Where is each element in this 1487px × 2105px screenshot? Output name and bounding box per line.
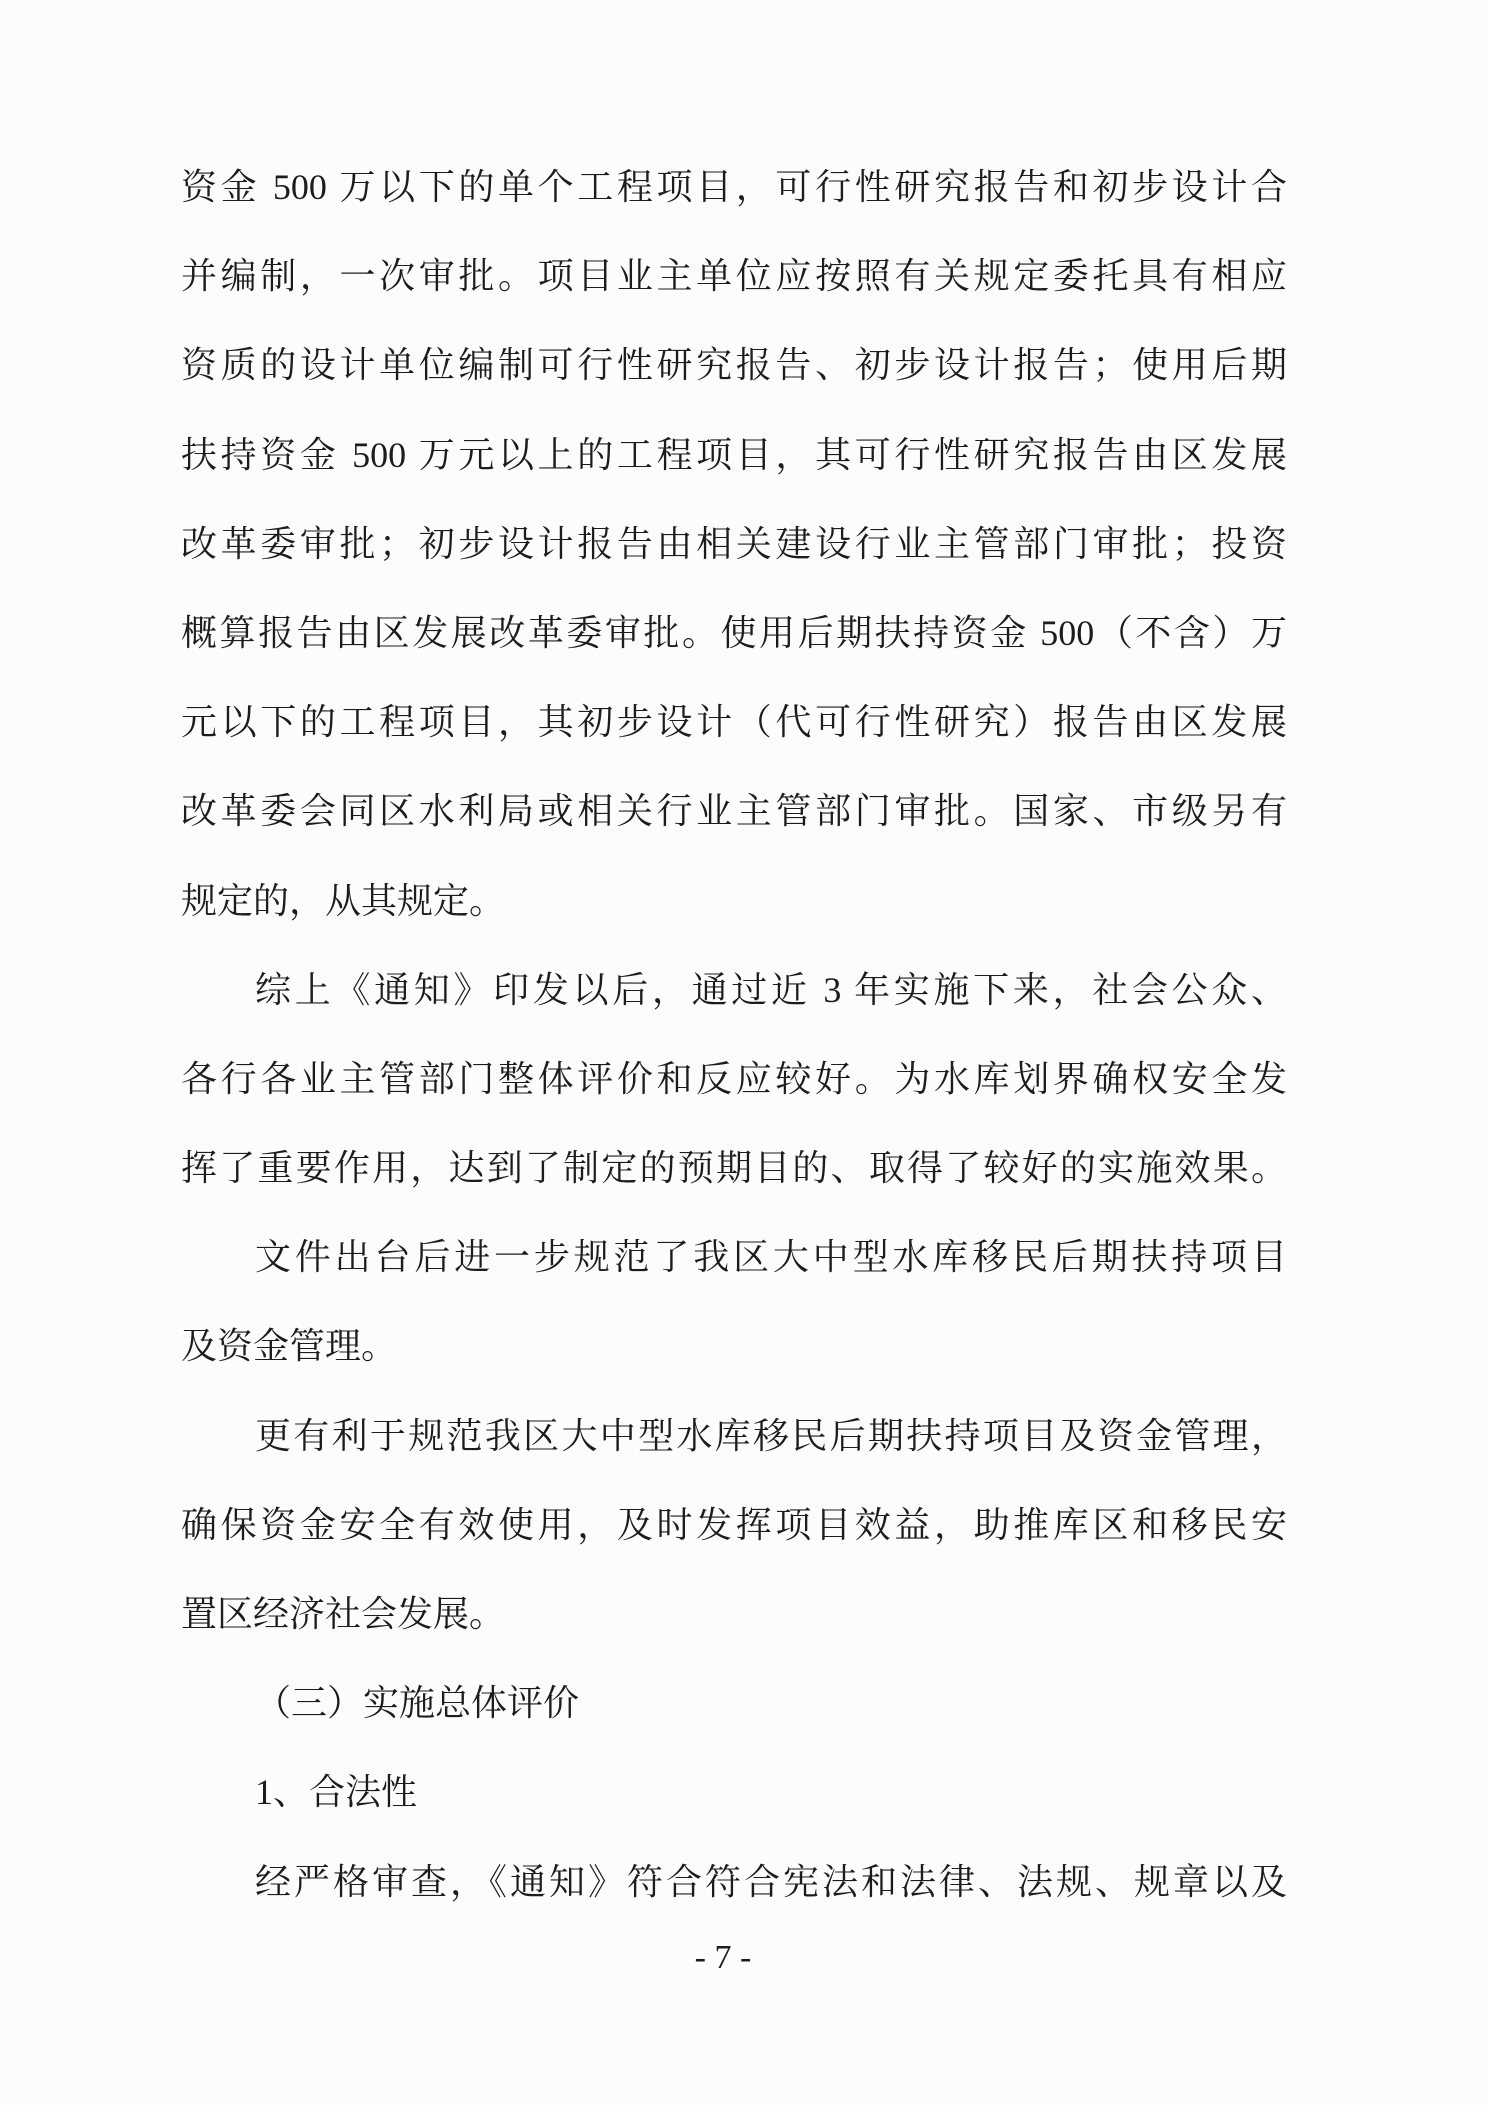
text-line: 文件出台后进一步规范了我区大中型水库移民后期扶持项目 [255, 1237, 1287, 1278]
subheading: 1、合法性 [255, 1772, 418, 1813]
text-line: 改革委会同区水利局或相关行业主管部门审批。国家、市级另有 [181, 791, 1287, 832]
text-line: 资质的设计单位编制可行性研究报告、初步设计报告；使用后期 [181, 345, 1287, 386]
text-line: 经严格审查，《通知》符合符合宪法和法律、法规、规章以及 [255, 1861, 1287, 1902]
paragraph-legality [181, 1838, 1287, 1927]
text-line: 资金 500 万以下的单个工程项目，可行性研究报告和初步设计合 [181, 167, 1287, 207]
text-line: 扶持资金 500 万元以上的工程项目，其可行性研究报告由区发展 [181, 434, 1287, 475]
text-line: 及资金管理。 [181, 1326, 398, 1367]
text-line: 置区经济社会发展。 [181, 1594, 506, 1634]
text-line: 元以下的工程项目，其初步设计（代可行性研究）报告由区发展 [181, 702, 1287, 743]
text-line: 规定的，从其规定。 [181, 880, 506, 921]
page-number: - 7 - [694, 1939, 752, 1976]
text-line: 更有利于规范我区大中型水库移民后期扶持项目及资金管理， [255, 1415, 1287, 1456]
paragraph-standardization [181, 1213, 1287, 1391]
paragraph-summary [181, 946, 1287, 1214]
paragraph-benefits [181, 1392, 1287, 1660]
text-line: 概算报告由区发展改革委审批。使用后期扶持资金 500（不含）万 [181, 612, 1287, 653]
section-heading: （三）实施总体评价 [255, 1683, 580, 1724]
text-line: 改革委审批；初步设计报告由相关建设行业主管部门审批；投资 [181, 523, 1287, 564]
document-body [181, 143, 1287, 1927]
text-line: 各行各业主管部门整体评价和反应较好。为水库划界确权安全发 [181, 1058, 1287, 1099]
text-line: 确保资金安全有效使用，及时发挥项目效益，助推库区和移民安 [181, 1504, 1287, 1545]
text-line: 挥了重要作用，达到了制定的预期目的、取得了较好的实施效果。 [181, 1148, 1287, 1189]
text-line: 并编制，一次审批。项目业主单位应按照有关规定委托具有相应 [181, 256, 1287, 297]
paragraph-approval-rules [181, 143, 1287, 946]
text-line: 综上《通知》印发以后，通过近 3 年实施下来，社会公众、 [255, 969, 1287, 1010]
